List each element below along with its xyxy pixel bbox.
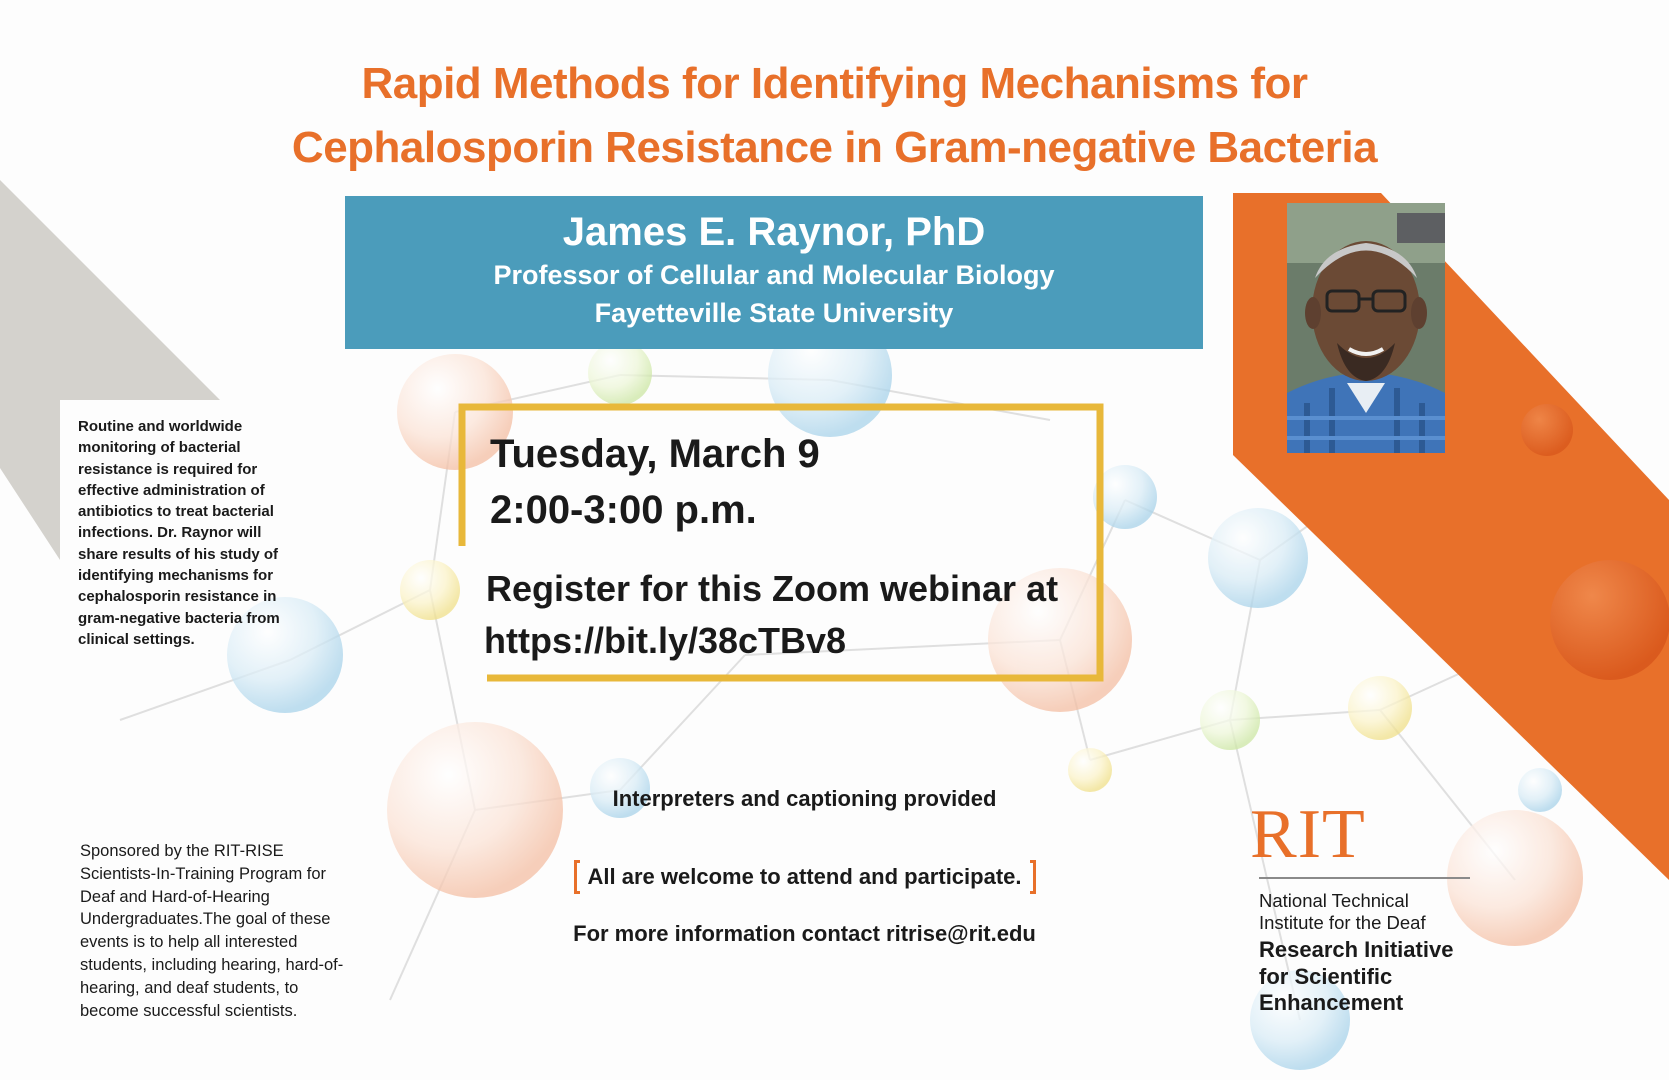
- event-date: Tuesday, March 9: [490, 432, 820, 476]
- rise-program-name: [1259, 937, 1453, 1017]
- ntid-name: [1259, 890, 1426, 934]
- ntid-line-2: Institute for the Deaf: [1259, 912, 1426, 933]
- speaker-photo: [1287, 203, 1445, 453]
- registration-link[interactable]: https://bit.ly/38cTBv8: [484, 620, 847, 661]
- speaker-affiliation: Fayetteville State University: [594, 298, 954, 328]
- event-title-line-1: Rapid Methods for Identifying Mechanisms for: [361, 59, 1308, 108]
- event-title: [0, 52, 1669, 180]
- rise-line-3: Enhancement: [1259, 990, 1404, 1015]
- left-bracket-decoration: [574, 860, 580, 894]
- ntid-line-1: National Technical: [1259, 890, 1409, 911]
- speaker-name: James E. Raynor, PhD: [562, 210, 986, 254]
- rise-line-2: for Scientific: [1259, 963, 1393, 989]
- welcome-note: [580, 862, 1030, 892]
- speaker-role: Professor of Cellular and Molecular Biology: [493, 260, 1055, 290]
- speaker-banner: [345, 196, 1203, 349]
- talk-abstract: Routine and worldwide monitoring of bacterial resistance is required for effective administration of antibiotics to treat bacterial infections. Dr. Raynor will share results of his study of identifying mechanisms for cephalosporin resistance in gram-negative bacteria from clinical settings.: [78, 418, 280, 648]
- contact-info: For more information contact ritrise@rit.edu: [573, 921, 1036, 946]
- right-bracket-decoration: [1030, 860, 1036, 894]
- accessibility-note: Interpreters and captioning provided: [612, 786, 997, 811]
- registration-text: Register for this Zoom webinar at: [486, 568, 1059, 609]
- event-time: 2:00-3:00 p.m.: [490, 488, 757, 532]
- speaker-portrait-image: [1287, 203, 1445, 453]
- rit-logo: RIT: [1250, 796, 1366, 873]
- rise-line-1: Research Initiative: [1259, 937, 1454, 962]
- event-title-line-2: Cephalosporin Resistance in Gram-negative Bacteria: [291, 123, 1378, 172]
- welcome-note-text: All are welcome to attend and participate.: [587, 864, 1022, 889]
- sponsor-statement: Sponsored by the RIT-RISE Scientists-In-Training Program for Deaf and Hard-of-Hearing Undergraduates.The goal of these events is to help all interested students, including hearing, hard-of-hearing, and deaf students, to become successful scientists.: [80, 842, 344, 1020]
- logo-divider: [1259, 877, 1470, 879]
